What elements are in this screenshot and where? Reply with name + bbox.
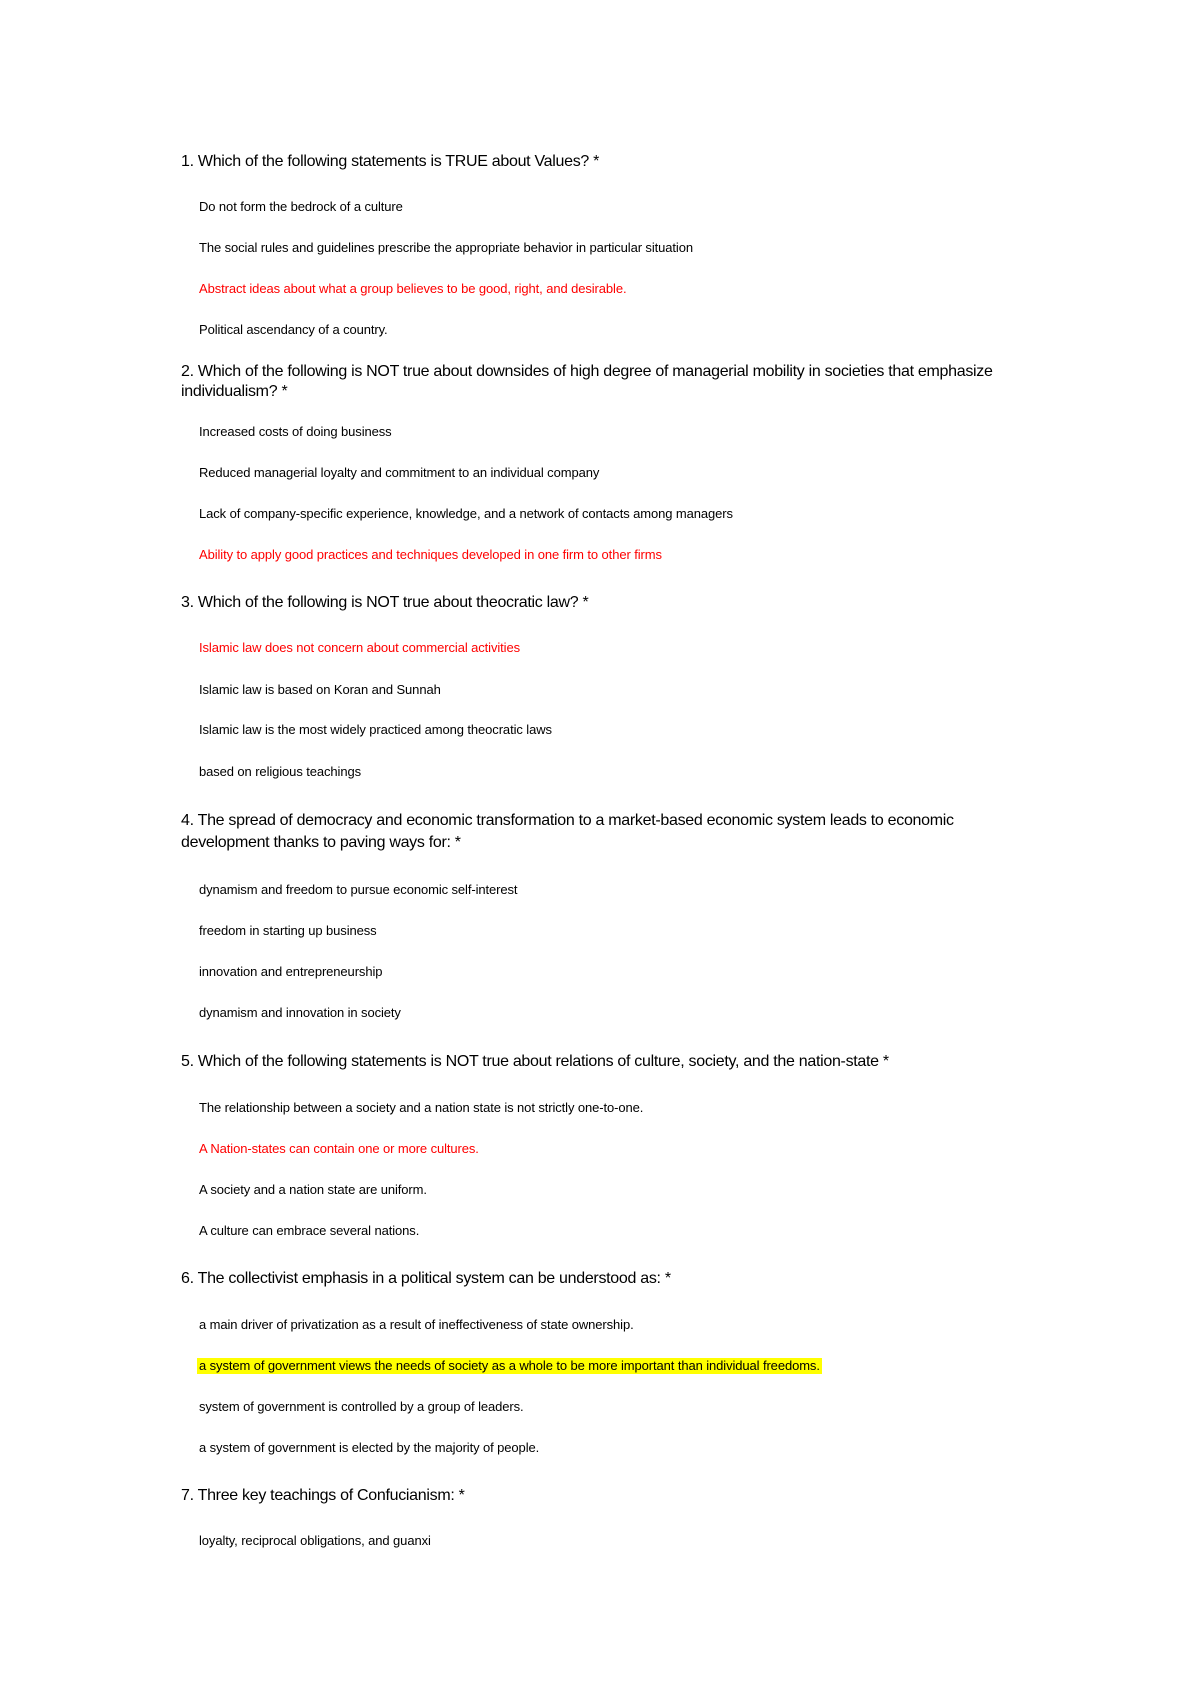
q3-option-4: based on religious teachings [199,764,361,779]
question-6: 6. The collectivist emphasis in a political system can be understood as: * [181,1270,671,1287]
q2-option-3: Lack of company-specific experience, knowledge, and a network of contacts among managers [199,506,733,521]
q4-option-3: innovation and entrepreneurship [199,964,383,979]
question-2: 2. Which of the following is NOT true about downsides of high degree of managerial mobility in societies that emphasize individualism? * [181,363,993,400]
q1-option-4: Political ascendancy of a country. [199,322,388,337]
q5-option-2-correct: A Nation-states can contain one or more cultures. [199,1141,479,1156]
q1-option-1: Do not form the bedrock of a culture [199,199,403,214]
question-1: 1. Which of the following statements is TRUE about Values? * [181,153,600,170]
question-4: 4. The spread of democracy and economic transformation to a market-based economic system leads to economic development thanks to paving ways for: * [181,812,954,851]
q1-option-2: The social rules and guidelines prescribe the appropriate behavior in particular situation [199,240,693,255]
question-7: 7. Three key teachings of Confucianism: * [181,1487,465,1504]
q6-option-4: a system of government is elected by the majority of people. [199,1440,540,1455]
q3-option-3: Islamic law is the most widely practiced among theocratic laws [199,722,552,737]
q2-option-1: Increased costs of doing business [199,424,392,439]
q6-option-1: a main driver of privatization as a result of ineffectiveness of state ownership. [199,1317,634,1332]
q2-option-4-correct: Ability to apply good practices and techniques developed in one firm to other firms [199,547,662,562]
q1-option-3-correct: Abstract ideas about what a group believes to be good, right, and desirable. [199,281,627,296]
q5-option-3: A society and a nation state are uniform. [199,1182,427,1197]
q4-option-4: dynamism and innovation in society [199,1005,401,1020]
question-3: 3. Which of the following is NOT true about theocratic law? * [181,594,589,611]
q5-option-1: The relationship between a society and a nation state is not strictly one-to-one. [199,1100,644,1115]
q4-option-1: dynamism and freedom to pursue economic self-interest [199,882,518,897]
q7-option-1: loyalty, reciprocal obligations, and guanxi [199,1533,431,1548]
q2-option-2: Reduced managerial loyalty and commitment to an individual company [199,465,600,480]
q3-option-2: Islamic law is based on Koran and Sunnah [199,682,441,697]
q6-option-3: system of government is controlled by a group of leaders. [199,1399,524,1414]
question-5: 5. Which of the following statements is NOT true about relations of culture, society, and the nation-state * [181,1053,889,1070]
q6-option-2-highlighted: a system of government views the needs of society as a whole to be more important than individual freedoms. [199,1358,820,1373]
q5-option-4: A culture can embrace several nations. [199,1223,420,1238]
q3-option-1-correct: Islamic law does not concern about commercial activities [199,640,520,655]
q4-option-2: freedom in starting up business [199,923,377,938]
